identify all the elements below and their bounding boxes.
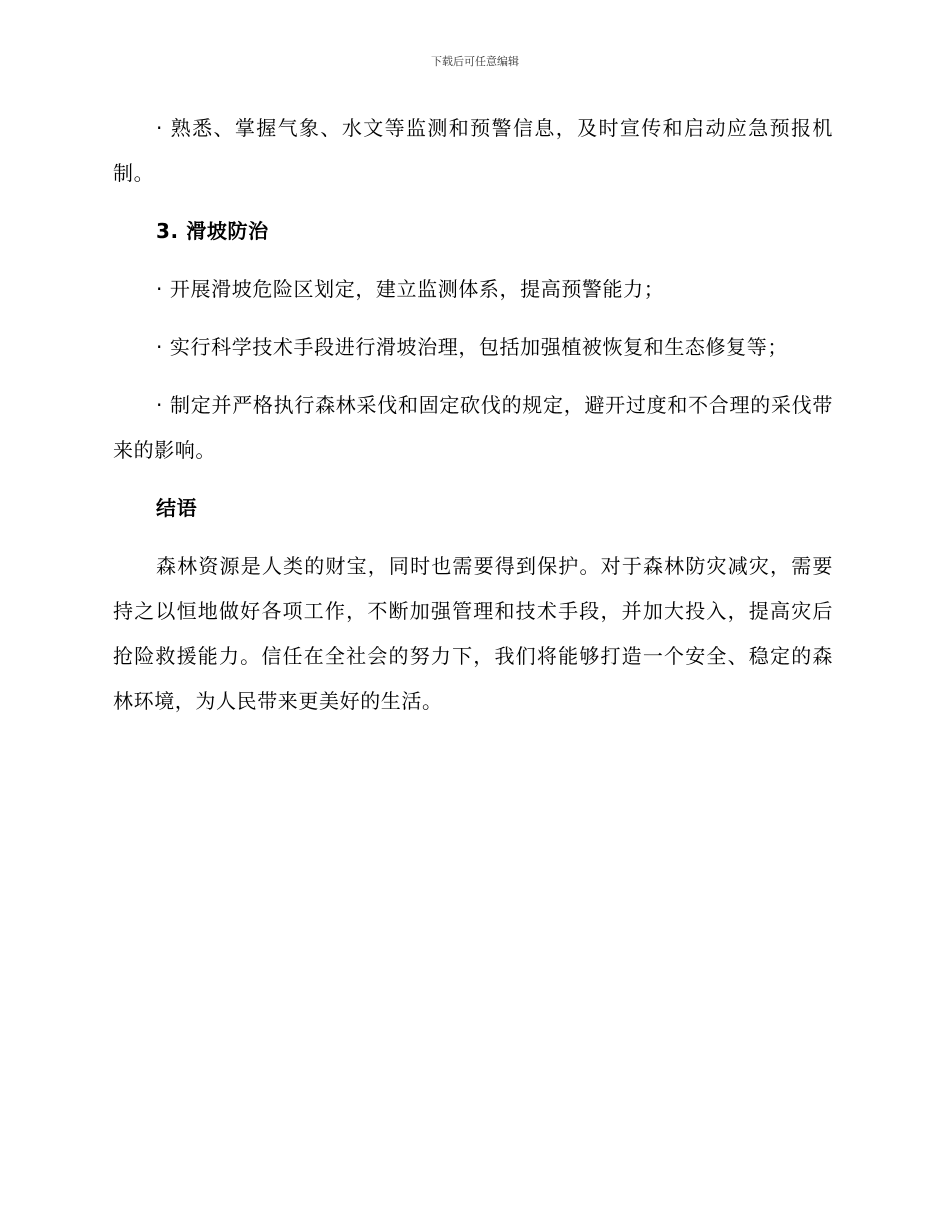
header-note: 下载后可任意编辑 xyxy=(431,55,519,68)
section-heading-landslide: 3. 滑坡防治 xyxy=(156,219,269,243)
document-body xyxy=(113,106,833,737)
bullet-monitoring-info: · 熟悉、掌握气象、水文等监测和预警信息，及时宣传和启动应急预报机制。 xyxy=(113,116,833,185)
bullet-logging-rules: · 制定并严格执行森林采伐和固定砍伐的规定，避开过度和不合理的采伐带来的影响。 xyxy=(113,393,833,462)
conclusion-paragraph: 森林资源是人类的财宝，同时也需要得到保护。对于森林防灾减灾，需要持之以恒地做好各项工作，不断加强管理和技术手段，并加大投入，提高灾后抢险救援能力。信任在全社会的努力下，我们将能够打造一个安全、稳定的森林环境，为人民带来更美好的生活。 xyxy=(113,554,833,713)
bullet-landslide-treatment: · 实行科学技术手段进行滑坡治理，包括加强植被恢复和生态修复等； xyxy=(156,335,788,359)
section-heading-conclusion: 结语 xyxy=(156,496,198,520)
bullet-risk-zoning: · 开展滑坡危险区划定，建立监测体系，提高预警能力； xyxy=(156,277,665,301)
